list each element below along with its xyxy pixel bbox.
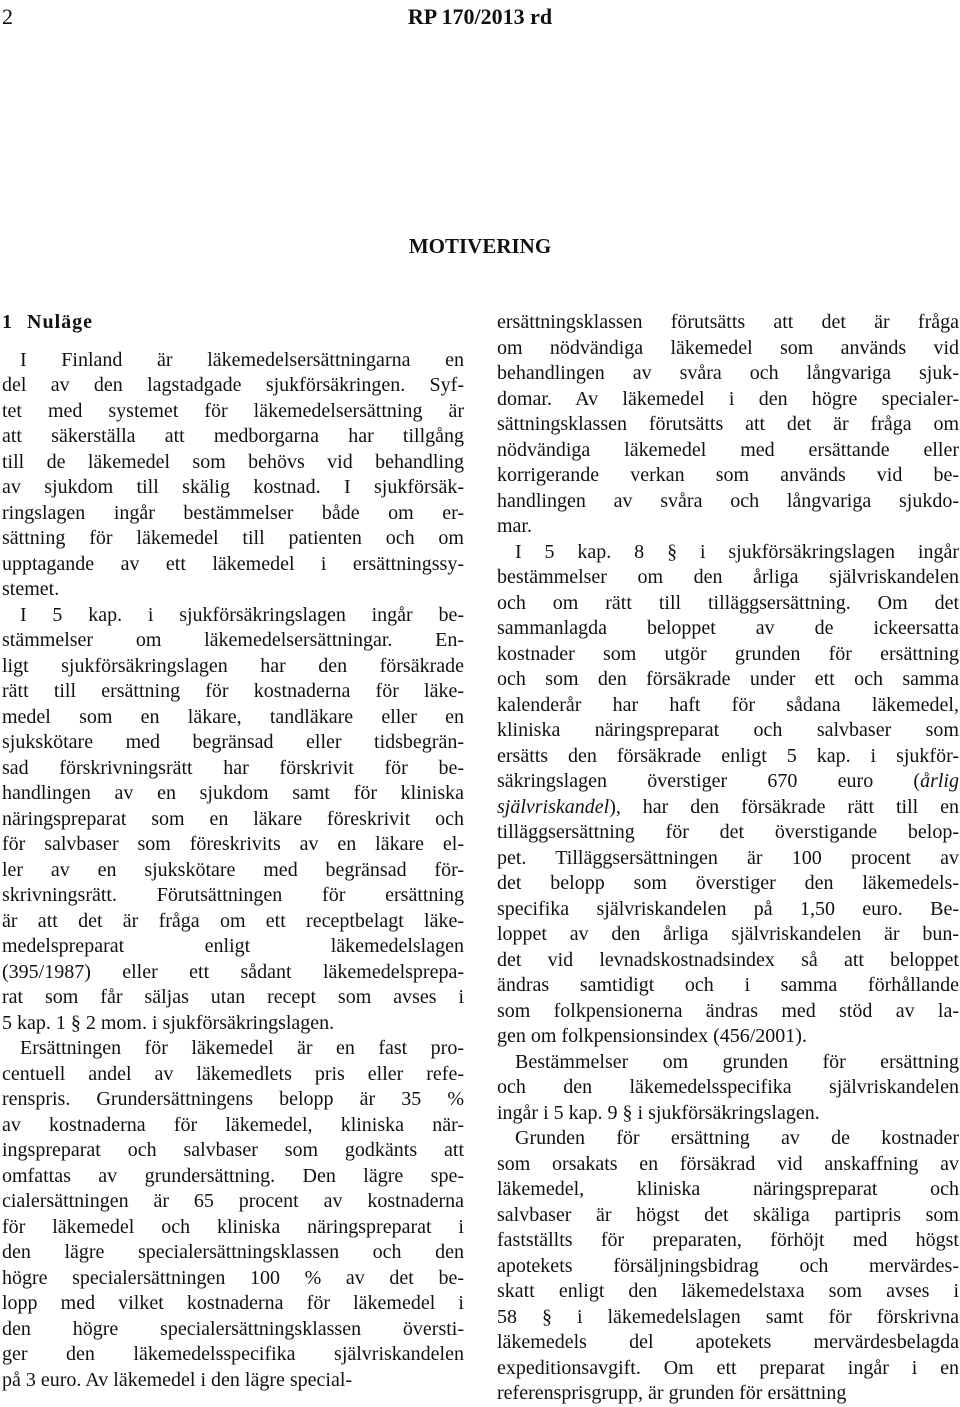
text-line: av kostnaderna för läkemedel, kliniska när- — [2, 1113, 464, 1136]
text-line: renspris. Grundersättningens belopp är 35 % — [2, 1088, 464, 1110]
text-line: om nödvändiga läkemedel som används vid — [497, 336, 959, 359]
text-line: det vid levnadskostnadsindex så att beloppet — [497, 948, 959, 971]
text-line: på 3 euro. Av läkemedel i den lägre special- — [2, 1368, 353, 1391]
text-line: (395/1987) eller ett sådant läkemedelsprepa- — [2, 960, 464, 983]
text-line: och den läkemedelsspecifika självriskandelen — [497, 1076, 959, 1098]
text-line: för salvbaser som föreskrivits av en läkare el- — [2, 833, 464, 855]
text-line: I 5 kap. i sjukförsäkringslagen ingår be- — [20, 603, 464, 626]
text-line: ger den läkemedelsspecifika självriskandelen — [2, 1343, 464, 1365]
text-line: kalenderår har haft för sådana läkemedel, — [497, 693, 959, 716]
text-line: den lägre specialersättningsklassen och den — [2, 1241, 464, 1263]
text-line: läkemedel, kliniska näringspreparat och — [497, 1178, 959, 1200]
text-line: rat som får säljas utan recept som avses i — [2, 986, 464, 1008]
document-id: RP 170/2013 rd — [407, 4, 553, 29]
text-line: av sjukdom till skälig kostnad. I sjukförsäk- — [2, 476, 464, 498]
heading-number: 1 — [2, 311, 13, 333]
text-line: korrigerande verkan som används vid be- — [497, 464, 959, 486]
text-line: skatt enligt den läkemedelstaxa som avses i — [497, 1280, 959, 1302]
text-line: nödvändiga läkemedel med ersättande eller — [497, 438, 959, 461]
text-line: apotekets försäljningsbidrag och mervärdes- — [497, 1254, 959, 1277]
text-line: 5 kap. 1 § 2 mom. i sjukförsäkringslagen. — [2, 1011, 335, 1034]
section-title: MOTIVERING — [408, 234, 552, 258]
text-line: ersätts den försäkrade enligt 5 kap. i sjukför- — [497, 744, 959, 767]
text-line: att säkerställa att medborgarna har tillgång — [2, 425, 464, 447]
text-line: den högre specialersättningsklassen översti- — [2, 1317, 464, 1340]
text-line: referensprisgrupp, är grunden för ersättning — [497, 1382, 847, 1404]
text-line: näringspreparat som en läkare föreskrivit och — [2, 807, 464, 830]
text-line: ler av en sjukskötare med begränsad för- — [2, 858, 464, 881]
text-line: som orsakats en försäkrad vid anskaffning av — [497, 1152, 959, 1175]
text-line: och som den försäkrade under ett och samma — [497, 668, 959, 690]
text-line: kostnader som utgör grunden för ersättning — [497, 642, 959, 665]
text-line: läkemedels del apotekets mervärdesbelagda — [497, 1331, 959, 1353]
text-line: Bestämmelser om grunden för ersättning — [515, 1050, 959, 1073]
text-line: sättningsklassen förutsätts att det är fråga om — [497, 413, 959, 435]
heading-text: Nuläge — [27, 311, 93, 333]
text-line: ändras samtidigt och i samma förhållande — [497, 974, 959, 996]
text-line: och om rätt till tilläggsersättning. Om det — [497, 591, 959, 614]
text-line: säkringslagen överstiger 670 euro (årlig — [497, 770, 959, 792]
text-line: ligt sjukförsäkringslagen har den försäkrade — [2, 654, 464, 677]
text-line: behandlingen av svåra och långvariga sjuk- — [497, 362, 959, 384]
right-column — [497, 310, 959, 1407]
text-line: sad förskrivningsrätt har förskrivit för be- — [2, 756, 464, 779]
page-number: 2 — [2, 4, 13, 29]
text-line: ingspreparat och salvbaser som godkänts att — [2, 1139, 464, 1161]
text-line: cialersättningen är 65 procent av kostnaderna — [2, 1190, 464, 1212]
text-line: självriskandel), har den försäkrade rätt till en — [497, 795, 959, 818]
text-line: loppet av den årliga självriskandelen är bun- — [497, 923, 959, 945]
text-line: gen om folkpensionsindex (456/2001). — [497, 1025, 807, 1047]
text-line: tilläggsersättning för det överstigande belop- — [497, 821, 959, 843]
text-line: sammanlagda beloppet av de ickeersatta — [497, 617, 959, 639]
text-line: mar. — [497, 515, 532, 537]
text-line: expeditionsavgift. Om ett preparat ingår i en — [497, 1356, 959, 1379]
text-line: pet. Tilläggsersättningen är 100 procent av — [497, 846, 959, 869]
text-line: Ersättningen för läkemedel är en fast pro- — [20, 1037, 464, 1059]
text-line: ingår i 5 kap. 9 § i sjukförsäkringslagen. — [497, 1101, 820, 1124]
text-line: rätt till ersättning för kostnaderna för läke- — [2, 680, 464, 702]
text-line: upptagande av ett läkemedel i ersättningssy- — [2, 552, 464, 575]
text-line: skrivningsrätt. Förutsättningen för ersättning — [2, 884, 464, 906]
text-line: domar. Av läkemedel i den högre specialer- — [497, 387, 959, 410]
text-line: I 5 kap. 8 § i sjukförsäkringslagen ingår — [515, 540, 959, 563]
text-line: är att det är fråga om ett receptbelagt läke- — [2, 909, 464, 932]
text-line: sättning för läkemedel till patienten och om — [2, 527, 464, 549]
text-line: Grunden för ersättning av de kostnader — [515, 1127, 959, 1149]
text-line: till de läkemedel som behövs vid behandling — [2, 450, 464, 473]
text-line: centuell andel av läkemedlets pris eller refe- — [2, 1062, 464, 1085]
left-column — [2, 310, 464, 1393]
text-line: ringslagen ingår bestämmelser både om er- — [2, 501, 464, 524]
text-line: stämmelser om läkemedelsersättningar. En- — [2, 629, 464, 651]
text-line: för läkemedel och kliniska näringspreparat i — [2, 1215, 464, 1238]
text-line: del av den lagstadgade sjukförsäkringen. Syf- — [2, 374, 464, 396]
text-line: som folkpensionerna ändras med stöd av la- — [497, 999, 959, 1022]
text-line: medel som en läkare, tandläkare eller en — [2, 705, 464, 728]
text-line: sjukskötare med begränsad eller tidsbegrän- — [2, 731, 464, 753]
text-line: salvbaser är högst det skäliga partipris som — [497, 1203, 959, 1226]
text-line: ersättningsklassen förutsätts att det är fråga — [497, 311, 959, 333]
text-line: kliniska näringspreparat och salvbaser som — [497, 719, 959, 741]
heading-nulage — [2, 310, 464, 336]
text-line: I Finland är läkemedelsersättningarna en — [20, 348, 464, 371]
text-line: handlingen av en sjukdom samt för kliniska — [2, 782, 464, 804]
text-line: 58 § i läkemedelslagen samt för förskrivna — [497, 1305, 959, 1328]
text-line: specifika självriskandelen på 1,50 euro. Be- — [497, 897, 959, 920]
text-line: stemet. — [2, 578, 60, 600]
text-line: medelspreparat enligt läkemedelslagen — [2, 935, 464, 957]
text-line: handlingen av svåra och långvariga sjukdo- — [497, 489, 959, 512]
text-line: bestämmelser om den årliga självriskandelen — [497, 566, 959, 588]
text-line: tet med systemet för läkemedelsersättning är — [2, 399, 464, 422]
text-line: det belopp som överstiger den läkemedels- — [497, 872, 959, 894]
text-line: fastställts för preparaten, förhöjt med högst — [497, 1229, 959, 1251]
text-line: lopp med vilket kostnaderna för läkemedel i — [2, 1292, 464, 1314]
text-line: högre specialersättningen 100 % av det be- — [2, 1266, 464, 1289]
text-line: omfattas av grundersättning. Den lägre spe- — [2, 1164, 464, 1187]
